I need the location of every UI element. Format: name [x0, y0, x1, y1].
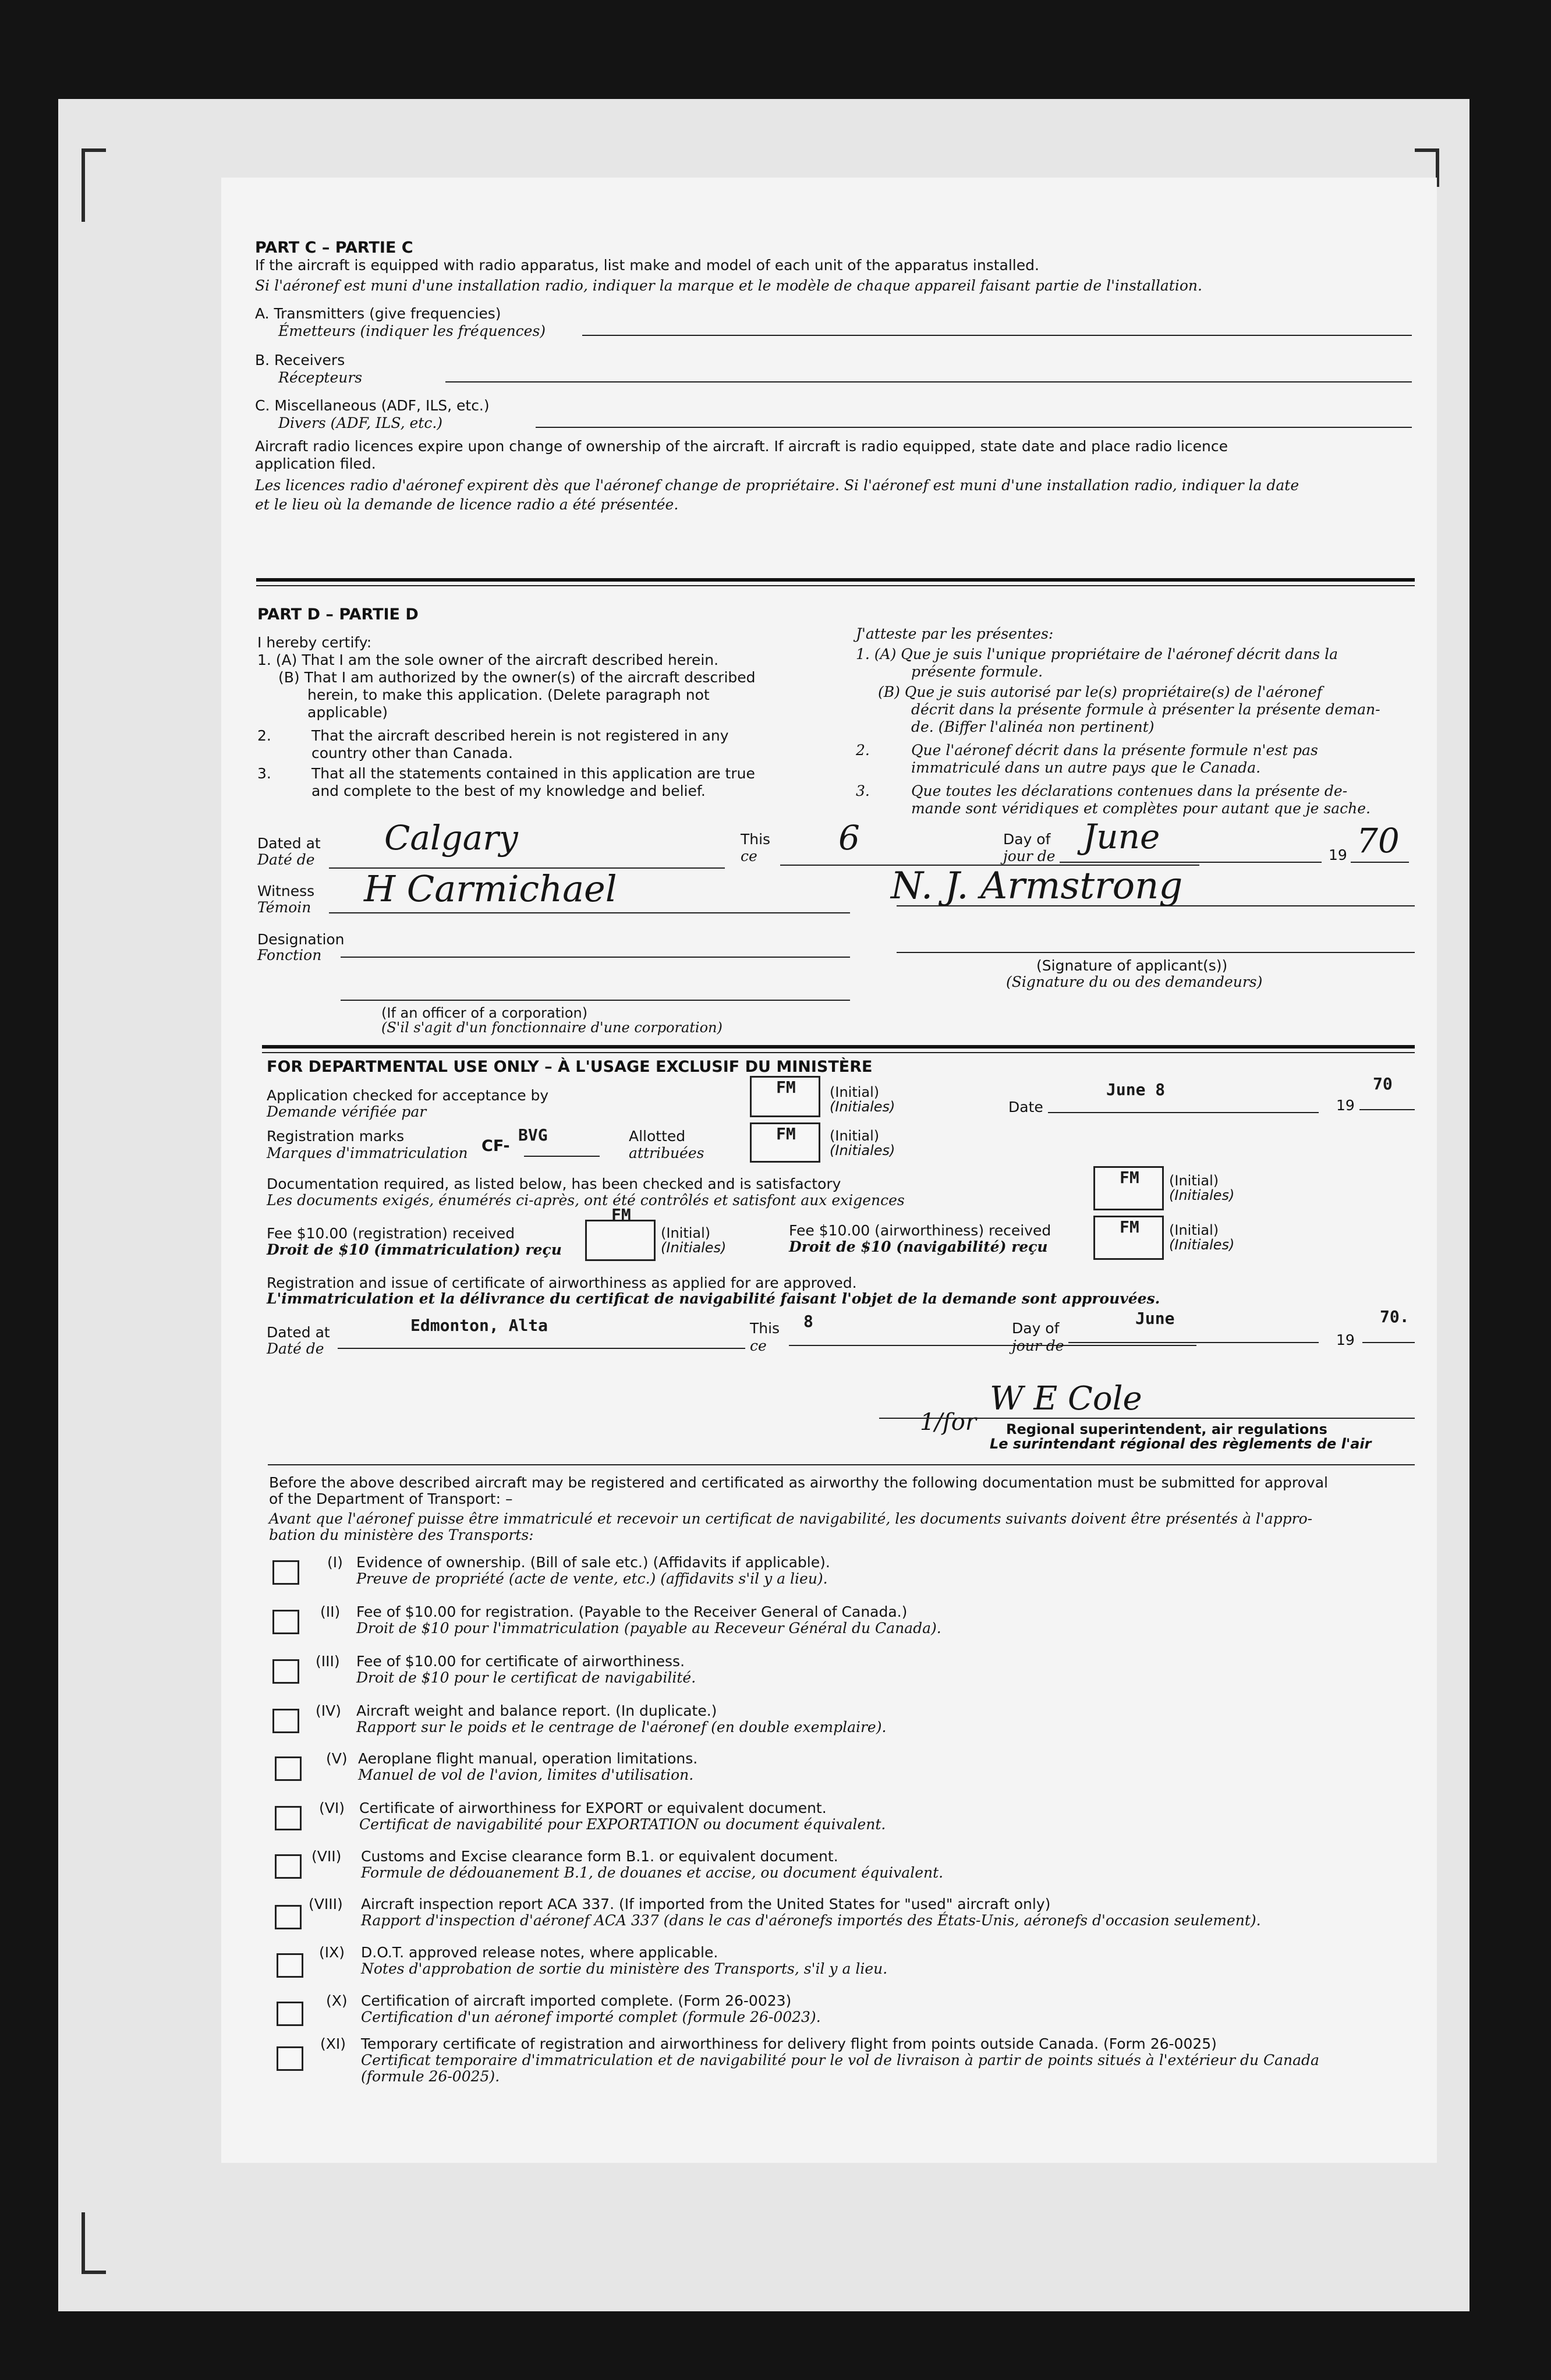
item-7-num: (VII)	[311, 1848, 342, 1865]
designation-label: Designation	[257, 931, 345, 948]
divider-documentation	[268, 1464, 1415, 1465]
corner-mark-top-left	[82, 148, 106, 222]
documentation-intro-en-2: of the Department of Transport: –	[269, 1490, 513, 1507]
checkbox-item-7[interactable]	[275, 1854, 302, 1879]
item-11-fr: Certificat temporaire d'immatriculation et de navigabilité pour le vol de livraison à partir de points situés à l'extérieur du Canada	[361, 2052, 1319, 2069]
radio-licence-note-fr-2: et le lieu où la demande de licence radio a été présentée.	[255, 496, 679, 513]
registration-marks-label: Registration marks	[267, 1128, 405, 1145]
divider-part-d-thin	[256, 585, 1415, 586]
item-10-fr: Certification d'un aéronef importé complet (formule 26-0023).	[361, 2009, 821, 2025]
certify-en-1b-3: applicable)	[307, 704, 388, 721]
dept-day-of-label-fr: jour de	[1012, 1337, 1064, 1354]
day-of-label-fr: jour de	[1003, 848, 1056, 865]
item-8-en: Aircraft inspection report ACA 337. (If imported from the United States for "used" aircraft only)	[361, 1896, 1051, 1912]
transmitters-label-fr: Émetteurs (indiquer les fréquences)	[278, 323, 546, 339]
officer-note-fr: (S'il s'agit d'un fonctionnaire d'une corporation)	[381, 1019, 723, 1036]
item-7-fr: Formule de dédouanement B.1, de douanes et accise, ou document équivalent.	[361, 1864, 944, 1881]
fee-airworthiness-initials: FM	[1120, 1217, 1139, 1237]
divider-departmental	[262, 1045, 1415, 1049]
dept-dated-at-field[interactable]	[338, 1348, 745, 1349]
officer-note-en: (If an officer of a corporation)	[381, 1005, 588, 1021]
registration-marks-label-fr: Marques d'immatriculation	[267, 1145, 468, 1161]
dept-dated-at-label-fr: Daté de	[267, 1340, 324, 1357]
certify-fr-1b-2: décrit dans la présente formule à présenter la présente deman-	[911, 701, 1380, 718]
documentation-intro-fr: Avant que l'aéronef puisse être immatriculé et recevoir un certificat de navigabilité, les documents suivants doivent être présentés à l'appro-	[269, 1510, 1313, 1527]
witness-field[interactable]	[329, 912, 850, 913]
item-11-fr-2: (formule 26-0025).	[361, 2068, 500, 2085]
item-2-num: (II)	[320, 1603, 341, 1620]
superintendent-signature-field[interactable]	[879, 1418, 1415, 1419]
this-label: This	[741, 831, 771, 848]
certify-en: I hereby certify:	[257, 634, 372, 651]
year-handwritten: 70	[1357, 821, 1400, 860]
registration-marks-value: BVG	[518, 1125, 548, 1145]
item-5-num: (V)	[326, 1750, 348, 1767]
date-label: Date	[1008, 1099, 1043, 1115]
allotted-initials: FM	[776, 1124, 796, 1143]
certify-fr-1a: 1. (A) Que je suis l'unique propriétaire de l'aéronef décrit dans la	[856, 646, 1338, 663]
fee-registration-initial-box[interactable]	[585, 1205, 656, 1261]
this-label-fr: ce	[741, 848, 757, 865]
fee-airworthiness-initial-box[interactable]	[1093, 1216, 1164, 1260]
part-c-heading: PART C – PARTIE C	[255, 239, 413, 257]
superintendent-label-en: Regional superintendent, air regulations	[1006, 1421, 1327, 1437]
dept-this-label-fr: ce	[750, 1337, 767, 1354]
this-day-handwritten: 6	[838, 818, 860, 858]
item-7-en: Customs and Excise clearance form B.1. or equivalent document.	[361, 1848, 838, 1865]
fee-registration-label-fr: Droit de $10 (immatriculation) reçu	[267, 1241, 562, 1258]
dated-at-label-fr: Daté de	[257, 851, 315, 868]
item-9-num: (IX)	[319, 1944, 345, 1961]
checked-label: Application checked for acceptance by	[267, 1087, 549, 1104]
item-4-en: Aircraft weight and balance report. (In duplicate.)	[356, 1702, 717, 1719]
part-d-heading: PART D – PARTIE D	[257, 605, 419, 624]
certify-en-2b: country other than Canada.	[311, 745, 513, 762]
fee-registration-initial-label: (Initial)	[661, 1225, 711, 1241]
documentation-checked-label: Documentation required, as listed below, has been checked and is satisfactory	[267, 1175, 841, 1192]
fee-airworthiness-initial-label-fr: (Initiales)	[1169, 1237, 1235, 1253]
dept-dated-at-label: Dated at	[267, 1324, 330, 1341]
documentation-intro-en: Before the above described aircraft may be registered and certificated as airworthy the following documentation must be submitted for approval	[269, 1474, 1328, 1491]
certify-en-2-num: 2.	[257, 727, 271, 744]
certify-fr: J'atteste par les présentes:	[856, 625, 1054, 642]
dated-at-label: Dated at	[257, 835, 321, 852]
checkbox-item-1[interactable]	[272, 1560, 299, 1585]
item-11-num: (XI)	[320, 2035, 346, 2052]
item-5-fr: Manuel de vol de l'avion, limites d'utilisation.	[358, 1766, 694, 1783]
corner-mark-bottom-left	[82, 2212, 106, 2274]
item-4-fr: Rapport sur le poids et le centrage de l'aéronef (en double exemplaire).	[356, 1719, 887, 1736]
date-year-stamp: 70	[1373, 1074, 1393, 1093]
certify-fr-1a-2: présente formule.	[911, 663, 1043, 680]
item-8-fr: Rapport d'inspection d'aéronef ACA 337 (dans le cas d'aéronefs importés des États-Unis, aéronefs d'occasion seulement).	[361, 1912, 1261, 1929]
dept-day-of-value: June	[1135, 1309, 1175, 1328]
applicant-signature-field[interactable]	[897, 905, 1415, 906]
miscellaneous-label-fr: Divers (ADF, ILS, etc.)	[278, 415, 443, 431]
dept-day-of-field[interactable]	[1068, 1342, 1319, 1343]
item-1-en: Evidence of ownership. (Bill of sale etc.) (Affidavits if applicable).	[356, 1554, 830, 1571]
designation-field-2[interactable]	[341, 1000, 850, 1001]
year-prefix: 19	[1329, 847, 1347, 863]
certify-en-3-num: 3.	[257, 765, 271, 782]
checkbox-item-4[interactable]	[272, 1709, 299, 1733]
fee-airworthiness-label-fr: Droit de $10 (navigabilité) reçu	[789, 1238, 1048, 1255]
allotted-label: Allotted	[629, 1128, 686, 1145]
radio-licence-note-en: Aircraft radio licences expire upon change of ownership of the aircraft. If aircraft is radio equipped, state date and place radio licence	[255, 438, 1228, 455]
item-11-en: Temporary certificate of registration and airworthiness for delivery flight from points outside Canada. (Form 26-0025)	[361, 2035, 1217, 2052]
approved-statement-en: Registration and issue of certificate of airworthiness as applied for are approved.	[267, 1274, 857, 1291]
certify-en-1b: (B) That I am authorized by the owner(s) of the aircraft described	[278, 669, 756, 686]
divider-departmental-thin	[262, 1052, 1415, 1053]
part-c-intro-en: If the aircraft is equipped with radio apparatus, list make and model of each unit of the apparatus installed.	[255, 257, 1039, 274]
approved-statement-fr: L'immatriculation et la délivrance du certificat de navigabilité faisant l'objet de la demande sont approuvées.	[267, 1290, 1160, 1307]
checked-initial-box[interactable]	[750, 1076, 820, 1117]
checkbox-item-5[interactable]	[275, 1756, 302, 1781]
checkbox-item-8[interactable]	[275, 1905, 302, 1929]
signature-label-en: (Signature of applicant(s))	[1036, 957, 1228, 974]
date-field[interactable]	[1048, 1112, 1319, 1113]
item-2-fr: Droit de $10 pour l'immatriculation (payable au Receveur Général du Canada).	[356, 1620, 941, 1637]
item-3-fr: Droit de $10 pour le certificat de navigabilité.	[356, 1669, 696, 1686]
item-8-num: (VIII)	[309, 1896, 343, 1912]
certify-en-3b: and complete to the best of my knowledge and belief.	[311, 782, 706, 799]
item-1-num: (I)	[327, 1554, 343, 1571]
allotted-label-fr: attribuées	[629, 1145, 704, 1161]
date-stamp: June 8	[1106, 1080, 1166, 1099]
fee-airworthiness-initial-label: (Initial)	[1169, 1222, 1219, 1238]
checked-initial-label: (Initial)	[830, 1084, 880, 1100]
checkbox-item-2[interactable]	[272, 1610, 299, 1634]
certify-fr-3-num: 3.	[856, 782, 870, 799]
fee-registration-initial-label-fr: (Initiales)	[661, 1239, 727, 1256]
checked-label-fr: Demande vérifiée par	[267, 1103, 427, 1120]
checked-initials: FM	[776, 1078, 796, 1097]
dept-this-label: This	[750, 1320, 780, 1337]
registration-prefix: CF-	[481, 1137, 510, 1155]
item-10-num: (X)	[326, 1992, 348, 2009]
certify-fr-1b: (B) Que je suis autorisé par le(s) propriétaire(s) de l'aéronef	[878, 683, 1323, 700]
certify-fr-2-num: 2.	[856, 742, 870, 759]
day-of-handwritten: June	[1083, 817, 1160, 856]
dept-year-value: 70.	[1380, 1307, 1410, 1326]
divider-part-d	[256, 578, 1415, 582]
dept-this-value: 8	[803, 1312, 813, 1331]
item-3-num: (III)	[316, 1653, 340, 1670]
receivers-label: B. Receivers	[255, 352, 345, 369]
checkbox-item-9[interactable]	[277, 1953, 303, 1978]
witness-label-fr: Témoin	[257, 899, 311, 916]
certify-en-3: That all the statements contained in this application are true	[311, 765, 755, 782]
item-6-num: (VI)	[319, 1800, 345, 1816]
allotted-initial-label-fr: (Initiales)	[830, 1142, 895, 1159]
receivers-field[interactable]	[445, 381, 1412, 382]
date-year-prefix: 19	[1336, 1097, 1355, 1114]
item-6-en: Certificate of airworthiness for EXPORT or equivalent document.	[359, 1800, 827, 1816]
checkbox-item-3[interactable]	[272, 1659, 299, 1684]
superintendent-signature: W E Cole	[990, 1380, 1142, 1418]
applicant-signature-field-2	[897, 952, 1415, 953]
dept-year-field[interactable]	[1362, 1342, 1415, 1343]
checked-initial-label-fr: (Initiales)	[830, 1099, 895, 1115]
registration-marks-field[interactable]	[524, 1156, 600, 1157]
transmitters-field[interactable]	[582, 335, 1412, 336]
dept-this-field[interactable]	[789, 1345, 1196, 1346]
item-5-en: Aeroplane flight manual, operation limitations.	[358, 1750, 698, 1767]
item-4-num: (IV)	[316, 1702, 341, 1719]
receivers-label-fr: Récepteurs	[278, 369, 363, 386]
dated-at-handwritten: Calgary	[384, 818, 518, 858]
dept-year-prefix: 19	[1336, 1331, 1355, 1348]
item-6-fr: Certificat de navigabilité pour EXPORTATION ou document équivalent.	[359, 1816, 886, 1833]
documentation-initials: FM	[1120, 1168, 1139, 1187]
witness-label: Witness	[257, 883, 315, 899]
allotted-initial-box[interactable]	[750, 1122, 820, 1163]
radio-licence-note-fr: Les licences radio d'aéronef expirent dès que l'aéronef change de propriétaire. Si l'aéronef est muni d'une installation radio, indiquer la date	[255, 477, 1299, 494]
designation-field[interactable]	[341, 957, 850, 958]
designation-label-fr: Fonction	[257, 947, 322, 964]
certify-fr-2: Que l'aéronef décrit dans la présente formule n'est pas	[911, 742, 1318, 759]
fee-airworthiness-label: Fee $10.00 (airworthiness) received	[789, 1222, 1051, 1239]
documentation-initial-label-fr: (Initiales)	[1169, 1187, 1235, 1203]
certify-en-1b-2: herein, to make this application. (Delete paragraph not	[307, 686, 710, 703]
radio-licence-note-en-2: application filed.	[255, 455, 376, 472]
certify-fr-2b: immatriculé dans un autre pays que le Canada.	[911, 759, 1261, 776]
documentation-initial-box[interactable]	[1093, 1166, 1164, 1210]
documentation-initial-label: (Initial)	[1169, 1173, 1219, 1189]
certify-en-1a: 1. (A) That I am the sole owner of the aircraft described herein.	[257, 651, 719, 668]
miscellaneous-label: C. Miscellaneous (ADF, ILS, etc.)	[255, 397, 490, 414]
fee-registration-initials: FM	[611, 1205, 631, 1224]
documentation-intro-fr-2: bation du ministère des Transports:	[269, 1527, 534, 1543]
dept-day-of-label: Day of	[1012, 1320, 1060, 1337]
dept-dated-at-value: Edmonton, Alta	[410, 1316, 548, 1335]
form-page	[221, 178, 1437, 2163]
item-3-en: Fee of $10.00 for certificate of airworthiness.	[356, 1653, 685, 1670]
checkbox-item-6[interactable]	[275, 1806, 302, 1830]
item-9-en: D.O.T. approved release notes, where applicable.	[361, 1944, 718, 1961]
documentation-checked-label-fr: Les documents exigés, énumérés ci-après, ont été contrôlés et satisfont aux exigences	[267, 1192, 905, 1209]
per-mark: 1/for	[920, 1409, 976, 1436]
departmental-heading: FOR DEPARTMENTAL USE ONLY – À L'USAGE EXCLUSIF DU MINISTÈRE	[267, 1058, 873, 1076]
date-year-field[interactable]	[1359, 1109, 1415, 1110]
item-1-fr: Preuve de propriété (acte de vente, etc.) (affidavits s'il y a lieu).	[356, 1570, 828, 1587]
day-of-field[interactable]	[1060, 862, 1322, 863]
certify-fr-3b: mande sont véridiques et complètes pour autant que je sache.	[911, 800, 1371, 817]
item-2-en: Fee of $10.00 for registration. (Payable to the Receiver General of Canada.)	[356, 1603, 908, 1620]
witness-signature: H Carmichael	[364, 867, 617, 910]
item-10-en: Certification of aircraft imported complete. (Form 26-0023)	[361, 1992, 792, 2009]
signature-label-fr: (Signature du ou des demandeurs)	[1006, 973, 1263, 990]
year-field[interactable]	[1351, 862, 1409, 863]
checkbox-item-11[interactable]	[277, 2046, 303, 2071]
miscellaneous-field[interactable]	[536, 427, 1412, 428]
part-c-intro-fr: Si l'aéronef est muni d'une installation radio, indiquer la marque et le modèle de chaque appareil faisant partie de l'installation.	[255, 277, 1202, 294]
certify-fr-3: Que toutes les déclarations contenues dans la présente de-	[911, 782, 1348, 799]
checkbox-item-10[interactable]	[277, 2002, 303, 2026]
transmitters-label: A. Transmitters (give frequencies)	[255, 305, 501, 322]
certify-fr-1b-3: de. (Biffer l'alinéa non pertinent)	[911, 718, 1155, 735]
item-9-fr: Notes d'approbation de sortie du ministère des Transports, s'il y a lieu.	[361, 1960, 888, 1977]
day-of-label: Day of	[1003, 831, 1051, 848]
fee-registration-label: Fee $10.00 (registration) received	[267, 1225, 515, 1242]
certify-en-2: That the aircraft described herein is not registered in any	[311, 727, 729, 744]
allotted-initial-label: (Initial)	[830, 1128, 880, 1144]
superintendent-label-fr: Le surintendant régional des règlements de l'air	[990, 1436, 1372, 1452]
applicant-signature: N. J. Armstrong	[891, 865, 1183, 908]
